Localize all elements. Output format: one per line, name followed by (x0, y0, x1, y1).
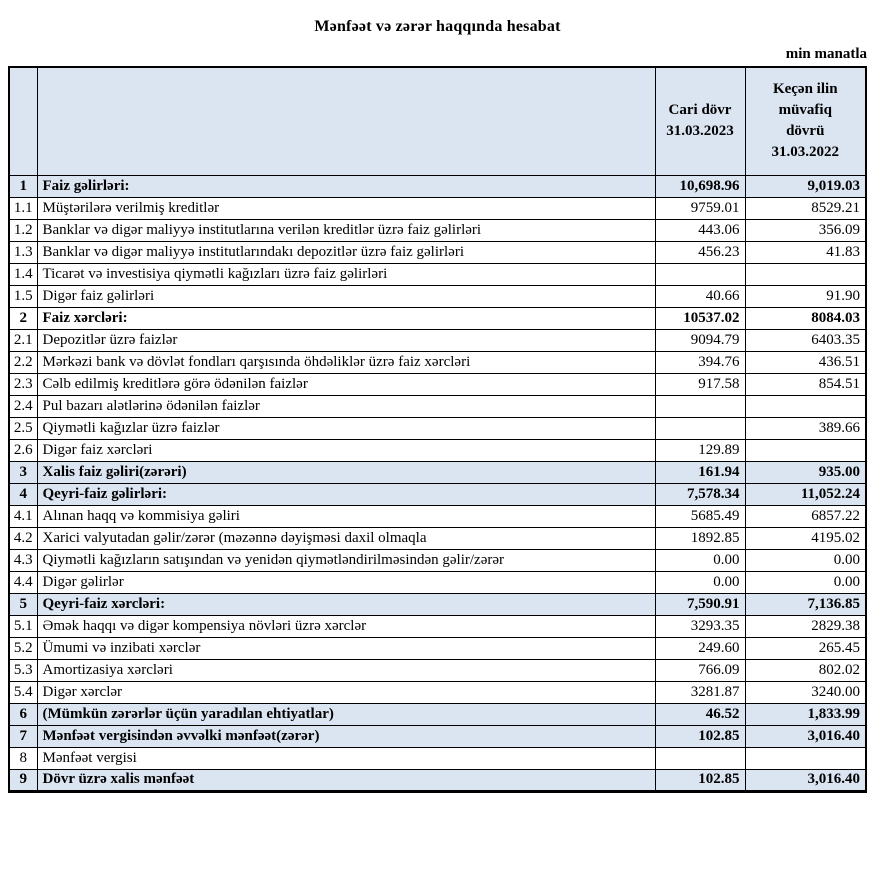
row-label: Qiymətli kağızların satışından və yenidən qiymətləndirilməsindən gəlir/zərər (37, 549, 655, 571)
value-previous-period: 0.00 (745, 571, 866, 593)
table-row (9, 725, 866, 747)
table-row (9, 285, 866, 307)
value-current-period (655, 263, 745, 285)
row-number: 7 (9, 725, 37, 747)
row-label: Faiz gəlirləri: (37, 175, 655, 197)
value-current-period (655, 417, 745, 439)
table-row (9, 351, 866, 373)
row-label: Xalis faiz gəliri(zərəri) (37, 461, 655, 483)
value-current-period (655, 747, 745, 769)
table-row (9, 307, 866, 329)
table-row (9, 241, 866, 263)
row-label: Pul bazarı alətlərinə ödənilən faizlər (37, 395, 655, 417)
row-number: 5 (9, 593, 37, 615)
previous-period-label-line3: dövrü (786, 123, 825, 140)
value-current-period: 10,698.96 (655, 175, 745, 197)
value-current-period: 0.00 (655, 571, 745, 593)
row-number: 2.1 (9, 329, 37, 351)
row-number: 2.2 (9, 351, 37, 373)
row-label: Digər gəlirlər (37, 571, 655, 593)
value-previous-period: 2829.38 (745, 615, 866, 637)
current-period-date: 31.03.2023 (666, 123, 734, 140)
value-previous-period: 1,833.99 (745, 703, 866, 725)
table-row (9, 417, 866, 439)
row-label: Digər faiz gəlirləri (37, 285, 655, 307)
row-label: Cəlb edilmiş kreditlərə görə ödənilən faizlər (37, 373, 655, 395)
value-previous-period: 935.00 (745, 461, 866, 483)
row-number: 2.5 (9, 417, 37, 439)
table-row (9, 439, 866, 461)
value-current-period: 394.76 (655, 351, 745, 373)
row-number: 1.3 (9, 241, 37, 263)
value-previous-period: 8529.21 (745, 197, 866, 219)
table-row (9, 329, 866, 351)
header-cell-current-period (655, 67, 745, 175)
table-header-row (9, 67, 866, 175)
value-previous-period: 8084.03 (745, 307, 866, 329)
header-cell-previous-period (745, 67, 866, 175)
table-row (9, 373, 866, 395)
row-label: Mənfəət vergisindən əvvəlki mənfəət(zərər) (37, 725, 655, 747)
value-current-period: 9094.79 (655, 329, 745, 351)
value-current-period: 40.66 (655, 285, 745, 307)
value-current-period: 0.00 (655, 549, 745, 571)
value-previous-period (745, 747, 866, 769)
table-row (9, 263, 866, 285)
value-current-period: 102.85 (655, 725, 745, 747)
row-number: 2.4 (9, 395, 37, 417)
value-current-period: 9759.01 (655, 197, 745, 219)
row-label: Müştərilərə verilmiş kreditlər (37, 197, 655, 219)
value-previous-period: 11,052.24 (745, 483, 866, 505)
row-number: 4.3 (9, 549, 37, 571)
row-label: Xarici valyutadan gəlir/zərər (məzənnə dəyişməsi daxil olmaqla (37, 527, 655, 549)
value-previous-period: 3240.00 (745, 681, 866, 703)
row-label: Alınan haqq və kommisiya gəliri (37, 505, 655, 527)
current-period-label: Cari dövr (668, 102, 732, 119)
table-row (9, 395, 866, 417)
value-current-period: 10537.02 (655, 307, 745, 329)
value-previous-period: 356.09 (745, 219, 866, 241)
value-current-period: 46.52 (655, 703, 745, 725)
row-number: 8 (9, 747, 37, 769)
value-current-period: 766.09 (655, 659, 745, 681)
row-label: Faiz xərcləri: (37, 307, 655, 329)
value-previous-period: 265.45 (745, 637, 866, 659)
row-number: 5.3 (9, 659, 37, 681)
table-row (9, 571, 866, 593)
table-row (9, 659, 866, 681)
value-current-period: 249.60 (655, 637, 745, 659)
value-current-period: 1892.85 (655, 527, 745, 549)
row-label: Ümumi və inzibati xərclər (37, 637, 655, 659)
row-number: 5.2 (9, 637, 37, 659)
row-number: 3 (9, 461, 37, 483)
value-previous-period: 6403.35 (745, 329, 866, 351)
row-label: Dövr üzrə xalis mənfəət (37, 769, 655, 791)
value-previous-period: 7,136.85 (745, 593, 866, 615)
row-number: 4.4 (9, 571, 37, 593)
row-label: Amortizasiya xərcləri (37, 659, 655, 681)
value-previous-period: 4195.02 (745, 527, 866, 549)
row-label: Mənfəət vergisi (37, 747, 655, 769)
table-row (9, 615, 866, 637)
value-previous-period (745, 439, 866, 461)
row-number: 2.3 (9, 373, 37, 395)
value-current-period: 161.94 (655, 461, 745, 483)
value-previous-period: 0.00 (745, 549, 866, 571)
row-label: Mərkəzi bank və dövlət fondları qarşısında öhdəliklər üzrə faiz xərcləri (37, 351, 655, 373)
row-number: 1.2 (9, 219, 37, 241)
value-previous-period (745, 263, 866, 285)
row-number: 1 (9, 175, 37, 197)
table-row (9, 747, 866, 769)
table-row (9, 681, 866, 703)
value-current-period: 102.85 (655, 769, 745, 791)
value-current-period: 5685.49 (655, 505, 745, 527)
row-label: Digər xərclər (37, 681, 655, 703)
report-title: Mənfəət və zərər haqqında hesabat (314, 18, 561, 35)
table-row (9, 593, 866, 615)
header-cell-row-number (9, 67, 37, 175)
value-previous-period: 6857.22 (745, 505, 866, 527)
table-row (9, 549, 866, 571)
value-previous-period: 91.90 (745, 285, 866, 307)
table-row (9, 505, 866, 527)
value-current-period: 7,578.34 (655, 483, 745, 505)
row-number: 4.2 (9, 527, 37, 549)
table-row (9, 483, 866, 505)
table-row (9, 461, 866, 483)
row-number: 6 (9, 703, 37, 725)
value-previous-period: 436.51 (745, 351, 866, 373)
row-number: 5.4 (9, 681, 37, 703)
previous-period-label-line1: Keçən ilin (772, 81, 838, 98)
row-number: 1.1 (9, 197, 37, 219)
value-previous-period: 41.83 (745, 241, 866, 263)
row-label: Digər faiz xərcləri (37, 439, 655, 461)
row-label: (Mümkün zərərlər üçün yaradılan ehtiyatlar) (37, 703, 655, 725)
value-current-period: 917.58 (655, 373, 745, 395)
table-row (9, 637, 866, 659)
row-label: Qeyri-faiz xərcləri: (37, 593, 655, 615)
value-current-period: 443.06 (655, 219, 745, 241)
row-number: 4.1 (9, 505, 37, 527)
table-row (9, 527, 866, 549)
unit-label: min manatla (785, 46, 867, 62)
value-previous-period (745, 395, 866, 417)
value-current-period: 3281.87 (655, 681, 745, 703)
row-label: Əmək haqqı və digər kompensiya növləri üzrə xərclər (37, 615, 655, 637)
row-number: 5.1 (9, 615, 37, 637)
value-current-period: 7,590.91 (655, 593, 745, 615)
row-label: Ticarət və investisiya qiymətli kağızları üzrə faiz gəlirləri (37, 263, 655, 285)
value-previous-period: 389.66 (745, 417, 866, 439)
row-label: Qiymətli kağızlar üzrə faizlər (37, 417, 655, 439)
table-body (9, 175, 866, 791)
row-label: Depozitlər üzrə faizlər (37, 329, 655, 351)
value-current-period: 456.23 (655, 241, 745, 263)
table-row (9, 769, 866, 791)
table-row (9, 197, 866, 219)
row-label: Banklar və digər maliyyə institutlarındakı depozitlər üzrə faiz gəlirləri (37, 241, 655, 263)
value-previous-period: 3,016.40 (745, 769, 866, 791)
row-number: 1.5 (9, 285, 37, 307)
row-number: 1.4 (9, 263, 37, 285)
table-row (9, 175, 866, 197)
row-label: Qeyri-faiz gəlirləri: (37, 483, 655, 505)
previous-period-label-line2: müvafiq (778, 102, 832, 119)
profit-loss-table (8, 66, 867, 793)
value-current-period (655, 395, 745, 417)
value-previous-period: 802.02 (745, 659, 866, 681)
value-current-period: 3293.35 (655, 615, 745, 637)
table-row (9, 219, 866, 241)
row-number: 2 (9, 307, 37, 329)
previous-period-date: 31.03.2022 (771, 144, 839, 161)
row-number: 2.6 (9, 439, 37, 461)
header-cell-description (37, 67, 655, 175)
value-previous-period: 9,019.03 (745, 175, 866, 197)
row-number: 9 (9, 769, 37, 791)
row-number: 4 (9, 483, 37, 505)
value-current-period: 129.89 (655, 439, 745, 461)
value-previous-period: 3,016.40 (745, 725, 866, 747)
row-label: Banklar və digər maliyyə institutlarına verilən kreditlər üzrə faiz gəlirləri (37, 219, 655, 241)
value-previous-period: 854.51 (745, 373, 866, 395)
table-row (9, 703, 866, 725)
